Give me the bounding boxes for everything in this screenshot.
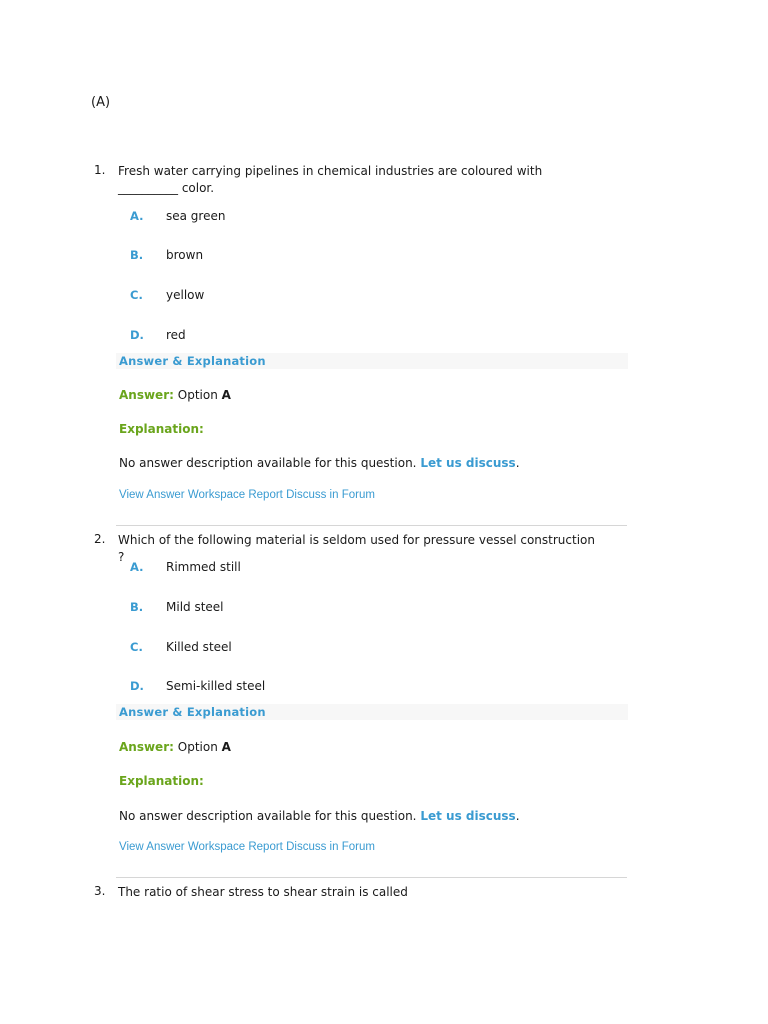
option-letter[interactable]: C.	[130, 640, 143, 654]
report-link[interactable]: Report	[248, 841, 283, 853]
answer-label: Answer:	[119, 388, 174, 402]
question-text: Fresh water carrying pipelines in chemical industries are coloured with __________ color.	[118, 164, 543, 195]
option-text: sea green	[166, 209, 226, 223]
workspace-link[interactable]: Workspace	[187, 841, 246, 853]
option-letter[interactable]: C.	[130, 288, 143, 302]
question-number: 2.	[94, 532, 106, 546]
answer-explanation-bar[interactable]	[116, 353, 628, 369]
discuss-forum-link[interactable]: Discuss in Forum	[286, 489, 375, 501]
question-text: The ratio of shear stress to shear strain is called	[118, 885, 408, 899]
discuss-link[interactable]: Let us discuss	[420, 456, 516, 470]
option-text: Mild steel	[166, 600, 224, 614]
answer-explanation-link[interactable]: Answer & Explanation	[119, 705, 266, 719]
option-text: red	[166, 328, 186, 342]
explanation-label: Explanation:	[119, 774, 204, 788]
question-divider	[116, 525, 627, 526]
option-text: brown	[166, 248, 204, 262]
action-links	[119, 841, 375, 853]
answer-prefix: Option	[177, 740, 218, 754]
view-answer-link[interactable]: View Answer	[119, 841, 185, 853]
question-number: 3.	[94, 884, 106, 898]
discuss-forum-link[interactable]: Discuss in Forum	[286, 841, 375, 853]
description-end: .	[515, 809, 520, 823]
explanation-label: Explanation:	[119, 422, 204, 436]
option-letter[interactable]: B.	[130, 248, 144, 262]
answer-value: A	[221, 740, 231, 754]
option-text: Killed steel	[166, 640, 232, 654]
description-text: No answer description available for this question.	[119, 809, 417, 823]
view-answer-link[interactable]: View Answer	[119, 489, 185, 501]
report-link[interactable]: Report	[248, 489, 283, 501]
question-number: 1.	[94, 163, 106, 177]
option-text: Semi-killed steel	[166, 679, 266, 693]
section-label: (A)	[91, 95, 111, 110]
answer-prefix: Option	[177, 388, 218, 402]
option-text: yellow	[166, 288, 205, 302]
option-letter[interactable]: A.	[130, 209, 144, 223]
description-end: .	[515, 456, 520, 470]
answer-line	[119, 740, 231, 754]
option-letter[interactable]: B.	[130, 600, 144, 614]
question-divider	[116, 877, 627, 878]
workspace-link[interactable]: Workspace	[187, 489, 246, 501]
explanation-text	[119, 809, 520, 823]
answer-value: A	[221, 388, 231, 402]
action-links	[119, 489, 375, 501]
question-text: Which of the following material is seldom used for pressure vessel construction ?	[118, 533, 595, 564]
option-letter[interactable]: D.	[130, 328, 144, 342]
explanation-text	[119, 456, 520, 470]
option-letter[interactable]: D.	[130, 679, 144, 693]
discuss-link[interactable]: Let us discuss	[420, 809, 516, 823]
answer-line	[119, 388, 231, 402]
answer-explanation-link[interactable]: Answer & Explanation	[119, 354, 266, 368]
answer-explanation-bar[interactable]	[116, 704, 628, 720]
option-letter[interactable]: A.	[130, 560, 144, 574]
answer-label: Answer:	[119, 740, 174, 754]
option-text: Rimmed still	[166, 560, 241, 574]
description-text: No answer description available for this question.	[119, 456, 417, 470]
